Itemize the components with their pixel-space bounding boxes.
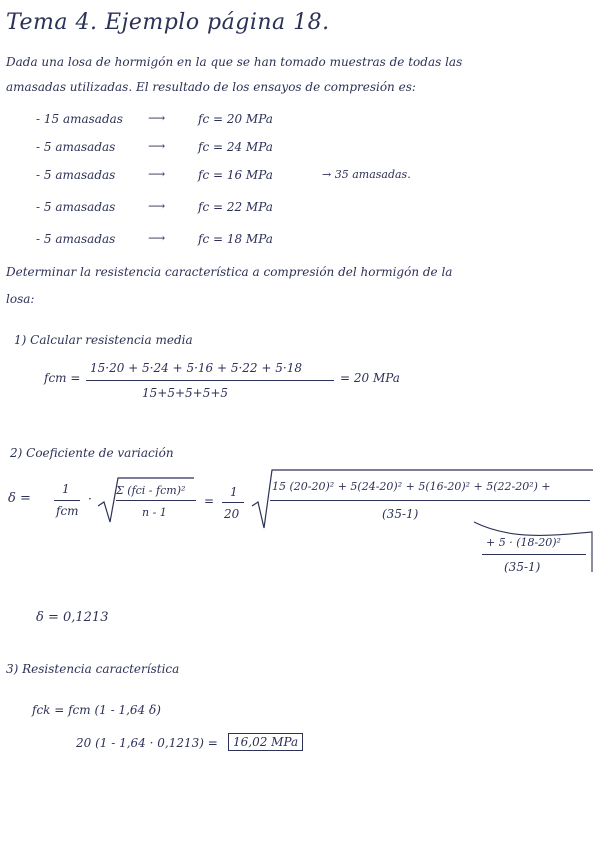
sample-count: - 5 amasadas <box>36 140 116 154</box>
sqrt1-num: Σ (fci - fcm)² <box>116 484 186 497</box>
fraction-bar <box>86 380 334 381</box>
fcm-result: = 20 MPa <box>340 371 400 385</box>
arrow-icon: ⟶ <box>148 111 166 125</box>
fraction-bar <box>54 500 80 501</box>
frac2-den: 20 <box>224 507 240 521</box>
fraction-bar <box>482 554 586 555</box>
fcm-numerator: 15·20 + 5·24 + 5·16 + 5·22 + 5·18 <box>90 361 302 375</box>
sample-result: fc = 20 MPa <box>198 112 273 126</box>
sample-result: fc = 18 MPa <box>198 232 273 246</box>
sqrt2-num: 15 (20-20)² + 5(24-20)² + 5(16-20)² + 5(22-20²) + <box>272 480 551 493</box>
statement-line-1: Dada una losa de hormigón en la que se han tomado muestras de todas las <box>6 55 463 69</box>
sqrt1-den: n - 1 <box>142 506 167 519</box>
equals-sign: = <box>204 494 215 508</box>
dot-operator: · <box>88 492 92 506</box>
step2-heading: 2) Coeficiente de variación <box>10 446 174 460</box>
sample-result: fc = 22 MPa <box>198 200 273 214</box>
task-line-1: Determinar la resistencia característica a compresión del hormigón de la <box>6 265 453 279</box>
sample-count: - 15 amasadas <box>36 112 123 126</box>
page-title: Tema 4. Ejemplo página 18. <box>6 10 330 35</box>
cont-den: (35-1) <box>504 560 541 574</box>
fraction-bar <box>116 500 196 501</box>
sqrt2-den: (35-1) <box>382 507 419 521</box>
step1-heading: 1) Calcular resistencia media <box>14 333 193 347</box>
final-answer: 16,02 MPa <box>228 733 303 751</box>
step3-heading: 3) Resistencia característica <box>6 662 180 676</box>
fcm-denominator: 15+5+5+5+5 <box>142 386 229 400</box>
arrow-icon: ⟶ <box>148 139 166 153</box>
sample-count: - 5 amasadas <box>36 232 116 246</box>
sample-count: - 5 amasadas <box>36 200 116 214</box>
frac2-num: 1 <box>230 485 238 499</box>
arrow-icon: ⟶ <box>148 199 166 213</box>
cont-num: + 5 · (18-20)² <box>486 536 561 549</box>
sample-count: - 5 amasadas <box>36 168 116 182</box>
delta-result: δ = 0,1213 <box>36 610 109 625</box>
fcm-lhs: fcm = <box>44 371 81 385</box>
fck-formula: fck = fcm (1 - 1,64 δ) <box>32 703 161 717</box>
frac1-den: fcm <box>56 504 79 518</box>
arrow-icon: ⟶ <box>148 167 166 181</box>
delta-lhs: δ = <box>8 491 31 506</box>
sample-result: fc = 16 MPa <box>198 168 273 182</box>
task-line-2: losa: <box>6 292 35 306</box>
total-note: → 35 amasadas. <box>322 168 411 181</box>
statement-line-2: amasadas utilizadas. El resultado de los ensayos de compresión es: <box>6 80 416 94</box>
arrow-icon: ⟶ <box>148 231 166 245</box>
frac1-num: 1 <box>62 482 70 496</box>
fraction-bar <box>222 502 244 503</box>
sample-result: fc = 24 MPa <box>198 140 273 154</box>
fraction-bar <box>270 500 590 501</box>
fck-calc: 20 (1 - 1,64 · 0,1213) = <box>76 736 218 750</box>
